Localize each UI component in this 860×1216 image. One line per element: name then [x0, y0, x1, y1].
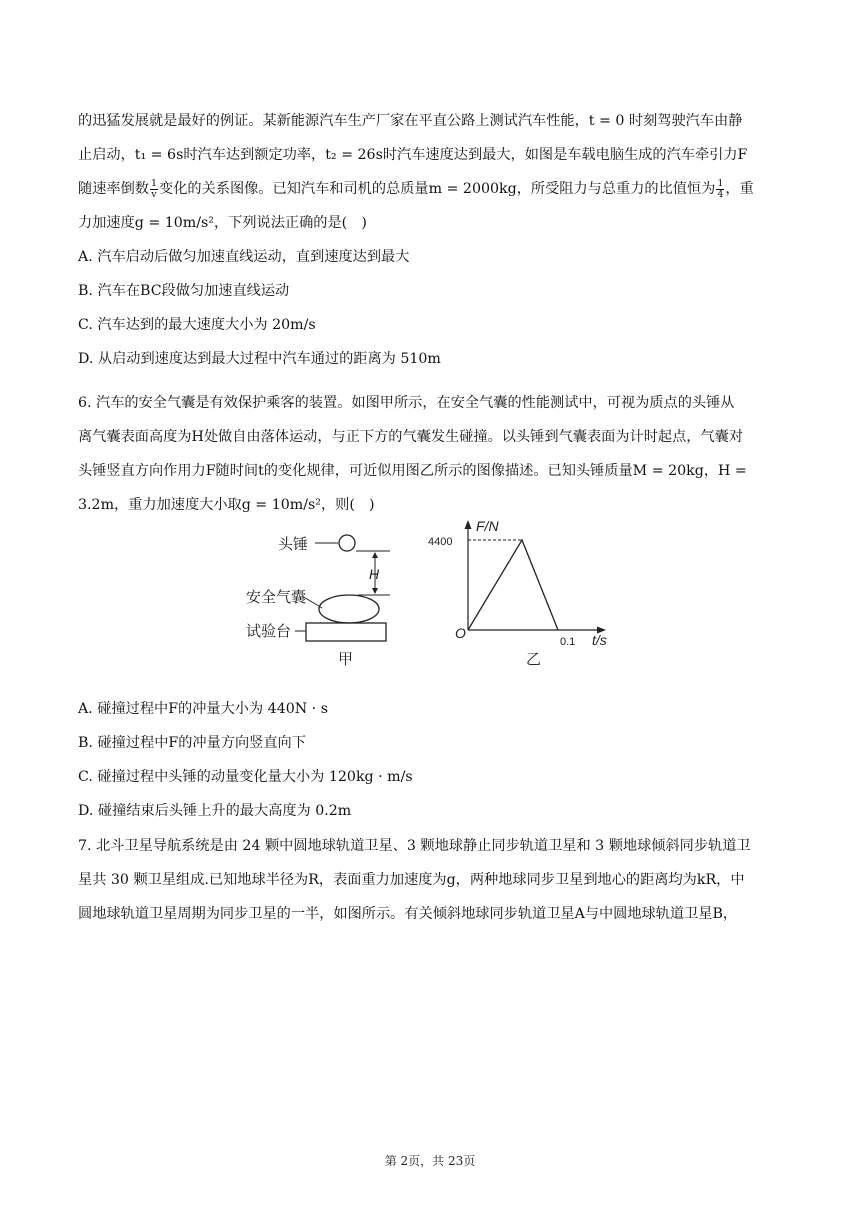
y-tick-label: 4400 — [428, 536, 453, 548]
q5-option-c: C. 汽车达到的最大速度大小为 20m/s — [78, 317, 316, 333]
head-hammer-ball — [339, 535, 355, 551]
page-footer: 第 2页，共 23页 — [384, 1154, 476, 1168]
question-7 — [78, 829, 786, 931]
y-axis-arrow — [465, 520, 472, 529]
q5-line-3c: ，重 — [725, 181, 754, 197]
figure-jia-caption: 甲 — [338, 651, 354, 668]
q5-line-2: 止启动，t₁ = 6s时汽车达到额定功率，t₂ = 26s时汽车速度达到最大，如图是车载电脑生成的汽车牵引力F — [78, 147, 748, 163]
question-6-options — [78, 692, 786, 828]
q6-line-3: 头锤竖直方向作用力F随时间t的变化规律，可近似用图乙所示的图像描述。已知头锤质量M = 20kg，H = — [78, 463, 747, 479]
figure-jia-diagram — [240, 518, 410, 670]
q5-option-a: A. 汽车启动后做匀加速直线运动，直到速度达到最大 — [78, 249, 410, 265]
height-arrow-down — [372, 588, 378, 594]
test-bench-rect — [306, 623, 386, 641]
head-hammer-label: 头锤 — [278, 536, 309, 553]
question-5 — [78, 104, 786, 376]
height-H-label: H — [369, 566, 380, 582]
q5-line-3 — [78, 172, 786, 206]
q6-line-1: 6. 汽车的安全气囊是有效保护乘客的装置。如图甲所示，在安全气囊的性能测试中，可视为质点的头锤从 — [78, 395, 735, 411]
figure-yi-caption: 乙 — [526, 651, 542, 668]
fraction-1-over-v: $\frac{1}{v}$ — [150, 177, 157, 200]
q5-option-b: B. 汽车在BC段做匀加速直线运动 — [78, 283, 290, 299]
y-axis-label: F/N — [476, 518, 499, 534]
q6-line-4: 3.2m，重力加速度大小取g = 10m/s²，则( ) — [78, 497, 375, 513]
origin-label: O — [455, 625, 466, 641]
q7-line-1: 7. 北斗卫星导航系统是由 24 颗中圆地球轨道卫星、3 颗地球静止同步轨道卫星和 3 颗地球倾斜同步轨道卫 — [78, 838, 751, 854]
q6-option-b: B. 碰撞过程中F的冲量方向竖直向下 — [78, 735, 306, 751]
force-series-line — [468, 540, 558, 630]
q6-option-a: A. 碰撞过程中F的冲量大小为 440N · s — [78, 701, 328, 717]
x-axis-label: t/s — [592, 632, 607, 648]
q7-line-2: 星共 30 颗卫星组成.已知地球半径为R，表面重力加速度为g，两种地球同步卫星到地心的距离均为kR，中 — [78, 872, 745, 888]
fraction-1-over-4: $\frac{1}{4}$ — [717, 177, 724, 200]
q6-option-c: C. 碰撞过程中头锤的动量变化量大小为 120kg · m/s — [78, 769, 413, 785]
height-arrow-up — [372, 552, 378, 558]
q6-line-2: 离气囊表面高度为H处做自由落体运动，与正下方的气囊发生碰撞。以头锤到气囊表面为计时起点，气囊对 — [78, 429, 744, 445]
q6-option-d: D. 碰撞结束后头锤上升的最大高度为 0.2m — [78, 803, 352, 819]
airbag-label: 安全气囊 — [246, 589, 307, 606]
airbag-shape — [319, 595, 379, 623]
q7-line-3: 圆地球轨道卫星周期为同步卫星的一半，如图所示。有关倾斜地球同步轨道卫星A与中圆地球轨道卫星B， — [78, 906, 738, 922]
question-6 — [78, 386, 786, 522]
q5-option-d: D. 从启动到速度达到最大过程中汽车通过的距离为 510m — [78, 351, 441, 367]
q5-line-3b: 变化的关系图像。已知汽车和司机的总质量m = 2000kg，所受阻力与总重力的比值恒为 — [159, 181, 716, 197]
figure-yi-chart — [420, 512, 620, 672]
test-bench-label: 试验台 — [246, 623, 292, 640]
x-tick-label: 0.1 — [560, 636, 576, 648]
q5-line-1: 的迅猛发展就是最好的例证。某新能源汽车生产厂家在平直公路上测试汽车性能，t = 0 时刻驾驶汽车由静 — [78, 113, 743, 129]
q5-line-4: 力加速度g = 10m/s²，下列说法正确的是( ) — [78, 215, 367, 231]
q5-line-3a: 随速率倒数 — [78, 181, 149, 197]
